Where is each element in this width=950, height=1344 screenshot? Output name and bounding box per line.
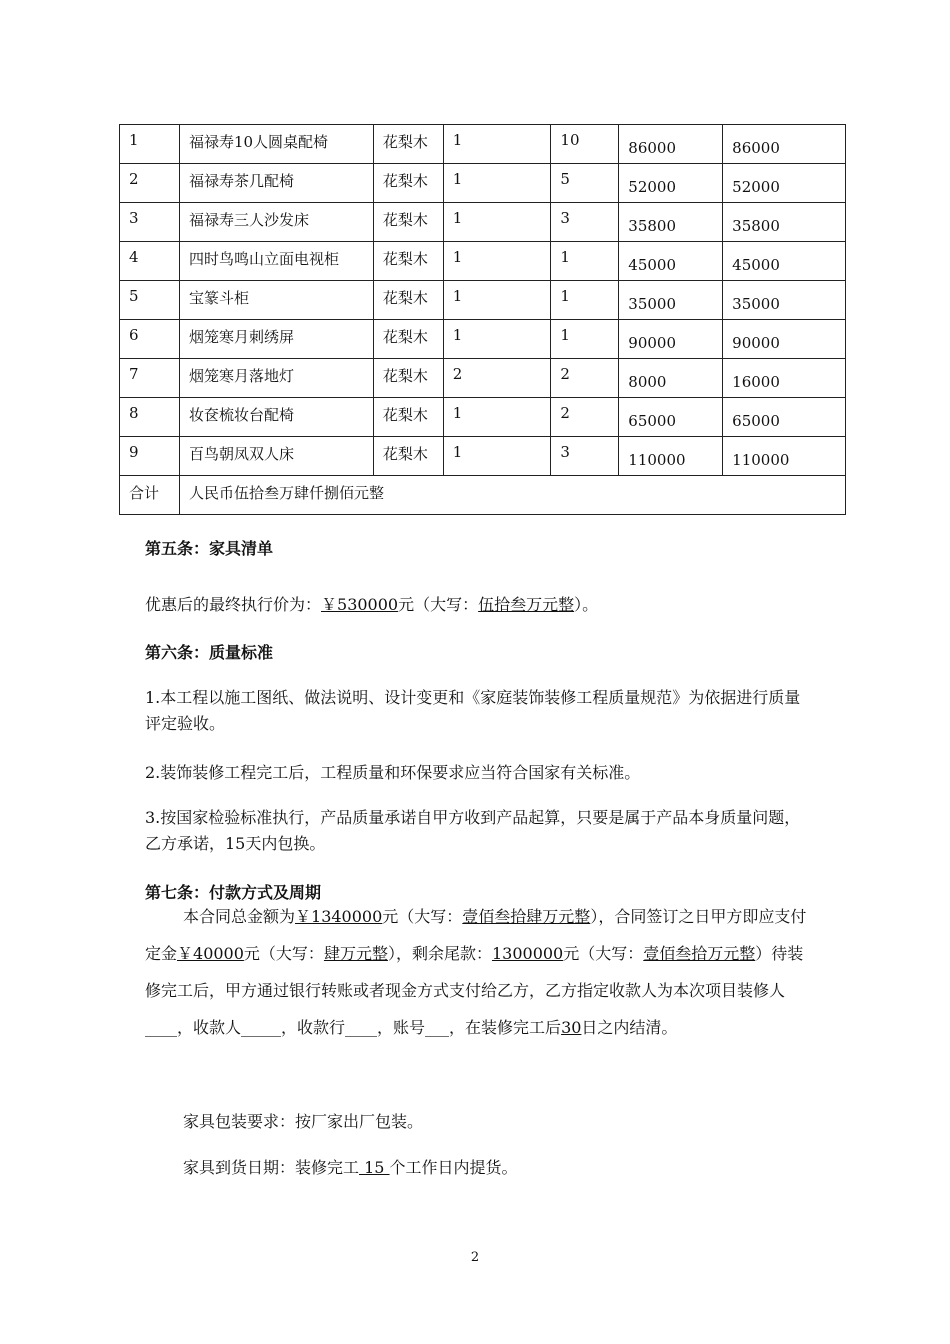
total-label: 合计 <box>120 476 180 515</box>
quality-item-3: 3.按国家检验标准执行，产品质量承诺自甲方收到产品起算，只要是属于产品本身质量问题，乙方承诺，15天内包换。 <box>145 808 801 853</box>
cell-no: 6 <box>120 320 180 359</box>
cell-qty: 1 <box>443 281 551 320</box>
table-row <box>120 242 846 281</box>
table-row <box>120 281 846 320</box>
payment-text: 本合同总金额为 <box>183 907 296 926</box>
cell-pieces: 1 <box>551 281 619 320</box>
cell-unit-price: 35800 <box>619 203 723 242</box>
cell-pieces: 1 <box>551 320 619 359</box>
cell-unit-price: 52000 <box>619 164 723 203</box>
table-row <box>120 320 846 359</box>
cell-material: 花梨木 <box>373 437 443 476</box>
cell-material: 花梨木 <box>373 398 443 437</box>
final-price-amount: ￥530000 <box>321 595 399 614</box>
cell-name: 福禄寿茶几配椅 <box>179 164 373 203</box>
cell-qty: 1 <box>443 125 551 164</box>
cell-pieces: 2 <box>551 398 619 437</box>
cell-no: 2 <box>120 164 180 203</box>
final-price-mid: 元（大写： <box>398 595 479 614</box>
furniture-table <box>119 124 846 515</box>
cell-total: 35000 <box>723 281 846 320</box>
account-blank: ___ <box>425 1018 450 1037</box>
cell-qty: 1 <box>443 398 551 437</box>
renovator-blank: ____ <box>145 1018 177 1037</box>
final-price-prefix: 优惠后的最终执行价为： <box>145 595 322 614</box>
page-number: 2 <box>470 1250 480 1265</box>
cell-no: 4 <box>120 242 180 281</box>
cell-qty: 1 <box>443 242 551 281</box>
article-6-heading: 第六条：质量标准 <box>145 643 274 662</box>
cell-pieces: 2 <box>551 359 619 398</box>
table-row <box>120 359 846 398</box>
payment-text: 日之内结清。 <box>581 1018 678 1037</box>
table-row <box>120 125 846 164</box>
cell-no: 9 <box>120 437 180 476</box>
payment-text: ，收款人 <box>177 1018 242 1037</box>
cell-total: 90000 <box>723 320 846 359</box>
packaging-line: 家具包装要求：按厂家出厂包装。 <box>183 1112 424 1131</box>
cell-unit-price: 90000 <box>619 320 723 359</box>
cell-pieces: 3 <box>551 203 619 242</box>
cell-name: 妆奁梳妆台配椅 <box>179 398 373 437</box>
table-row <box>120 437 846 476</box>
final-price-line <box>145 592 810 618</box>
delivery-days: 15 <box>359 1158 390 1177</box>
furniture-table-body <box>120 125 846 515</box>
payee-blank: _____ <box>241 1018 282 1037</box>
delivery-suffix: 个工作日内提货。 <box>389 1158 518 1177</box>
payment-text: ，收款行 <box>281 1018 346 1037</box>
cell-unit-price: 65000 <box>619 398 723 437</box>
cell-name: 福禄寿10人圆桌配椅 <box>179 125 373 164</box>
article-7-heading: 第七条：付款方式及周期 <box>145 883 322 902</box>
cell-no: 7 <box>120 359 180 398</box>
cell-total: 52000 <box>723 164 846 203</box>
payment-text: ）待装修完工后，甲方通过银行转账或者现金方式支付给乙方，乙方指定收款人为本次项目装修人 <box>145 944 804 1000</box>
cell-pieces: 1 <box>551 242 619 281</box>
payment-paragraph <box>145 898 810 1046</box>
table-row <box>120 398 846 437</box>
cell-no: 1 <box>120 125 180 164</box>
table-row <box>120 203 846 242</box>
table-total-row <box>120 476 846 515</box>
quality-item-2: 2.装饰装修工程完工后，工程质量和环保要求应当符合国家有关标准。 <box>145 763 641 782</box>
total-amount-text: 人民币伍拾叁万肆仟捌佰元整 <box>179 476 845 515</box>
cell-no: 8 <box>120 398 180 437</box>
cell-material: 花梨木 <box>373 320 443 359</box>
total-amount: ￥1340000 <box>295 907 383 926</box>
article-5-heading: 第五条：家具清单 <box>145 539 274 558</box>
cell-material: 花梨木 <box>373 203 443 242</box>
payment-text: 元（大写： <box>382 907 463 926</box>
cell-material: 花梨木 <box>373 242 443 281</box>
payment-text: ，在装修完工后 <box>449 1018 562 1037</box>
cell-total: 16000 <box>723 359 846 398</box>
cell-no: 3 <box>120 203 180 242</box>
balance-amount-words: 壹佰叁拾万元整 <box>643 944 756 963</box>
delivery-prefix: 家具到货日期：装修完工 <box>183 1158 360 1177</box>
bank-blank: ____ <box>345 1018 378 1037</box>
balance-amount: 1300000 <box>491 944 564 963</box>
cell-material: 花梨木 <box>373 359 443 398</box>
cell-material: 花梨木 <box>373 125 443 164</box>
delivery-line <box>145 1155 810 1181</box>
cell-pieces: 3 <box>551 437 619 476</box>
cell-material: 花梨木 <box>373 281 443 320</box>
cell-qty: 1 <box>443 437 551 476</box>
cell-qty: 1 <box>443 203 551 242</box>
settlement-days: 30 <box>561 1018 582 1037</box>
cell-unit-price: 35000 <box>619 281 723 320</box>
cell-unit-price: 110000 <box>619 437 723 476</box>
total-amount-words: 壹佰叁拾肆万元整 <box>462 907 591 926</box>
final-price-words: 伍拾叁万元整 <box>478 595 575 614</box>
cell-unit-price: 8000 <box>619 359 723 398</box>
cell-name: 百鸟朝凤双人床 <box>179 437 373 476</box>
cell-name: 福禄寿三人沙发床 <box>179 203 373 242</box>
cell-qty: 1 <box>443 320 551 359</box>
final-price-suffix: ）。 <box>574 595 599 614</box>
cell-no: 5 <box>120 281 180 320</box>
table-row <box>120 164 846 203</box>
cell-total: 86000 <box>723 125 846 164</box>
quality-item-1: 1.本工程以施工图纸、做法说明、设计变更和《家庭装饰装修工程质量规范》为依据进行质量评定验收。 <box>145 688 801 733</box>
cell-qty: 2 <box>443 359 551 398</box>
cell-unit-price: 45000 <box>619 242 723 281</box>
payment-text: 元（大写： <box>563 944 644 963</box>
cell-name: 宝篆斗柜 <box>179 281 373 320</box>
cell-pieces: 10 <box>551 125 619 164</box>
cell-total: 110000 <box>723 437 846 476</box>
payment-text: ），合同签订之日甲方即应支付定金 <box>145 907 807 963</box>
cell-total: 65000 <box>723 398 846 437</box>
cell-total: 35800 <box>723 203 846 242</box>
payment-text: 元（大写： <box>243 944 324 963</box>
cell-name: 四时鸟鸣山立面电视柜 <box>179 242 373 281</box>
cell-pieces: 5 <box>551 164 619 203</box>
payment-text: ，账号 <box>377 1018 426 1037</box>
payment-text: ），剩余尾款： <box>387 944 492 963</box>
cell-unit-price: 86000 <box>619 125 723 164</box>
cell-qty: 1 <box>443 164 551 203</box>
cell-name: 烟笼寒月刺绣屏 <box>179 320 373 359</box>
cell-total: 45000 <box>723 242 846 281</box>
cell-name: 烟笼寒月落地灯 <box>179 359 373 398</box>
deposit-amount-words: 肆万元整 <box>323 944 388 963</box>
cell-material: 花梨木 <box>373 164 443 203</box>
deposit-amount: ￥40000 <box>177 944 244 963</box>
